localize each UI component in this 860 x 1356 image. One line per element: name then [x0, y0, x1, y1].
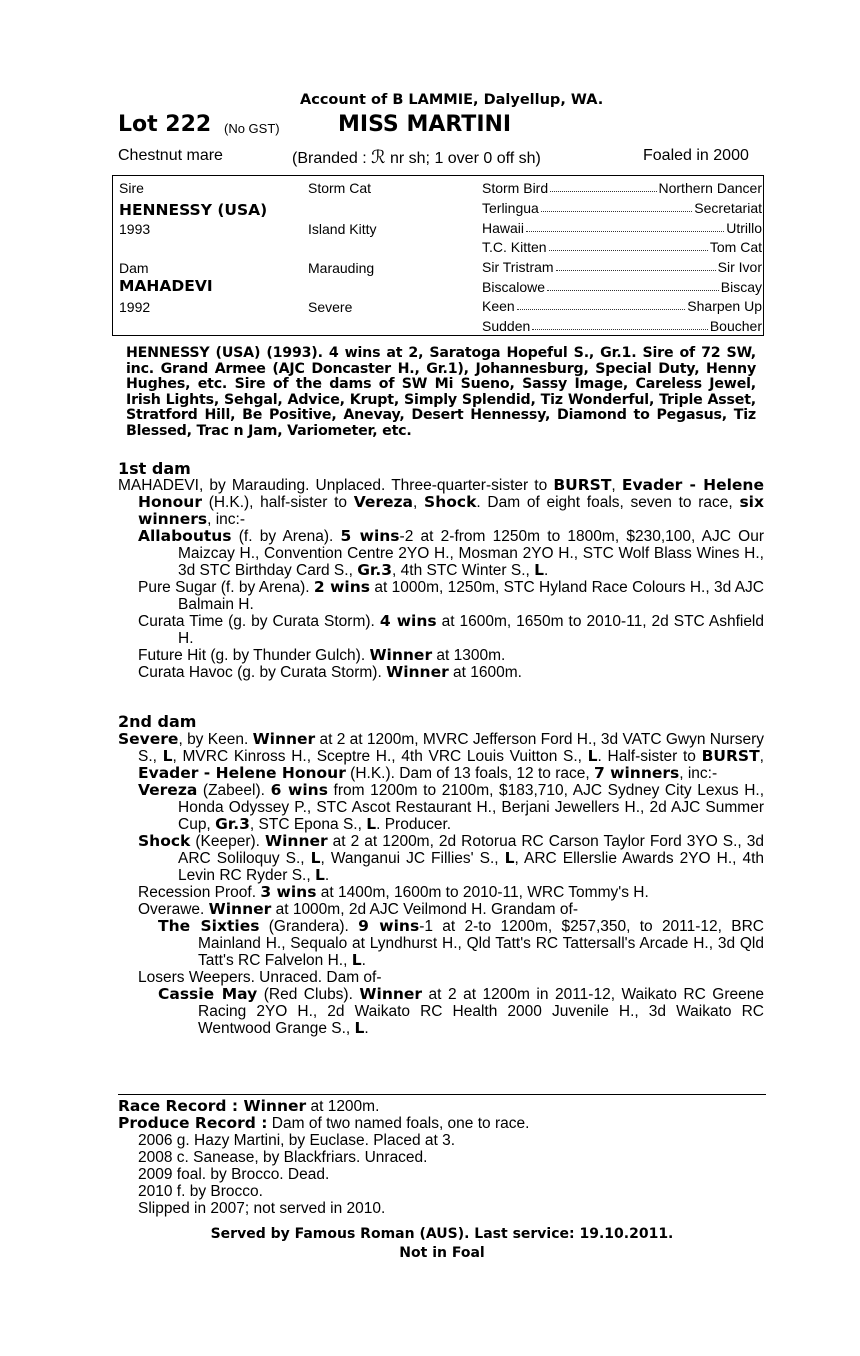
- second-dam-paragraph: Severe, by Keen. Winner at 2 at 1200m, MVRC Jefferson Ford H., 3d VATC Gwyn Nursery S., L, MVRC Kinross H., Sceptre H., 4th VRC Louis Vuitton S., L. Half-sister to BURST, Evader - Helene Honour (H.K.). Dam of 13 foals, 12 to race, 7 winners, inc:-: [118, 730, 764, 782]
- progeny-entry: Losers Weepers. Unraced. Dam of-: [138, 969, 382, 986]
- grand-progeny-entry: Cassie May (Red Clubs). Winner at 2 at 1200m in 2011-12, Waikato RC Greene Racing 2YO H., 2d Waikato RC Health 2000 Juvenile H., 3d Waikato RC Wentwood Grange S., L.: [158, 985, 764, 1037]
- produce-item: 2010 f. by Brocco.: [138, 1183, 263, 1200]
- horse-name: MISS MARTINI: [338, 112, 512, 137]
- sire-summary: HENNESSY (USA) (1993). 4 wins at 2, Saratoga Hopeful S., Gr.1. Sire of 72 SW, inc. Grand Armee (AJC Doncaster H., Gr.1), Johannesburg, Special Duty, Henny Hughes, etc. Sire of the dams of SW Mi Sueno, Sassy Image, Careless Jewel, Irish Lights, Sehgal, Advice, Krupt, Simply Splendid, Tiz Wonderful, Triple Asset, Stratford Hill, Be Positive, Anevay, Desert Hennessy, Diamond to Pegasus, Tiz Blessed, Trac n Jam, Variometer, etc.: [126, 345, 756, 439]
- served-by: Served by Famous Roman (AUS). Last service: 19.10.2011.: [210, 1226, 674, 1242]
- brand-info: [292, 147, 541, 168]
- account-line: Account of B LAMMIE, Dalyellup, WA.: [300, 92, 604, 108]
- produce-item: Slipped in 2007; not served in 2010.: [138, 1200, 386, 1217]
- foal-status: Not in Foal: [399, 1245, 485, 1261]
- brand-glyph-icon: ℛ: [371, 147, 386, 168]
- lot-number: Lot 222: [118, 112, 212, 137]
- divider: [118, 1094, 766, 1095]
- pedigree-table: [112, 175, 764, 336]
- first-dam-paragraph: MAHADEVI, by Marauding. Unplaced. Three-quarter-sister to BURST, Evader - Helene Honour (H.K.), half-sister to Vereza, Shock. Dam of eight foals, seven to race, six winners, inc:-: [118, 476, 764, 528]
- progeny-entry: Pure Sugar (f. by Arena). 2 wins at 1000m, 1250m, STC Hyland Race Colours H., 3d AJC Balmain H.: [138, 578, 764, 613]
- third-gen-row: T.C. Kitten Tom Cat: [482, 239, 762, 255]
- brand-prefix: (Branded :: [292, 150, 372, 167]
- second-dam-heading: 2nd dam: [118, 712, 197, 731]
- race-record-value: at 1200m.: [306, 1098, 380, 1115]
- sire-name: HENNESSY (USA): [119, 201, 268, 219]
- produce-record-value: Dam of two named foals, one to race.: [267, 1115, 530, 1132]
- third-gen-row: Biscalowe Biscay: [482, 279, 762, 295]
- progeny-entry: Curata Havoc (g. by Curata Storm). Winner at 1600m.: [138, 663, 522, 681]
- third-gen-row: Terlingua Secretariat: [482, 200, 762, 216]
- produce-record: [118, 1115, 764, 1132]
- progeny-entry: Overawe. Winner at 1000m, 2d AJC Veilmond H. Grandam of-: [138, 900, 578, 918]
- produce-item: 2006 g. Hazy Martini, by Euclase. Placed at 3.: [138, 1132, 456, 1149]
- sire-year: 1993: [119, 221, 151, 237]
- brand-suffix: nr sh; 1 over 0 off sh): [385, 150, 541, 167]
- foaled-year: Foaled in 2000: [643, 147, 749, 164]
- progeny-entry: Recession Proof. 3 wins at 1400m, 1600m to 2010-11, WRC Tommy's H.: [138, 883, 649, 901]
- race-record: [118, 1098, 764, 1115]
- third-gen-row: Storm Bird Northern Dancer: [482, 180, 762, 196]
- progeny-entry: Vereza (Zabeel). 6 wins from 1200m to 2100m, $183,710, AJC Sydney City Lexus H., Honda Odyssey P., STC Ascot Restaurant H., Berjani Jewellers H., 2d AJC Summer Cup, Gr.3, STC Epona S., L. Producer.: [138, 781, 765, 833]
- sex-color: Chestnut mare: [118, 147, 223, 164]
- granddam-dam: Severe: [308, 299, 353, 315]
- third-gen-row: Sir Tristram Sir Ivor: [482, 259, 762, 275]
- third-gen-row: Hawaii Utrillo: [482, 220, 762, 236]
- third-gen-row: Sudden Boucher: [482, 318, 762, 334]
- produce-item: 2008 c. Sanease, by Blackfriars. Unraced.: [138, 1149, 428, 1166]
- grandsire-dam: Marauding: [308, 260, 375, 276]
- progeny-entry: Shock (Keeper). Winner at 2 at 1200m, 2d Rotorua RC Carson Taylor Ford 3YO S., 3d ARC Soliloquy S., L, Wanganui JC Fillies' S., L, ARC Ellerslie Awards 2YO H., 4th Levin RC Ryder S., L.: [138, 832, 764, 884]
- grand-progeny-entry: The Sixties (Grandera). 9 wins-1 at 2-to 1200m, $257,350, to 2011-12, BRC Mainland H., Sequalo at Lyndhurst H., Qld Tatt's RC Tattersall's Arcade H., 3d Qld Tatt's RC Falvelon H., L.: [158, 917, 764, 969]
- gst-note: (No GST): [224, 121, 280, 136]
- first-dam-section: [118, 477, 764, 681]
- progeny-entry: Curata Time (g. by Curata Storm). 4 wins at 1600m, 1650m to 2010-11, 2d STC Ashfield H.: [138, 612, 765, 647]
- produce-record-label: Produce Record :: [118, 1114, 268, 1132]
- grandsire-sire: Storm Cat: [308, 180, 372, 196]
- race-record-label: Race Record : Winner: [118, 1097, 307, 1115]
- second-dam-section: [118, 731, 764, 1037]
- first-dam-heading: 1st dam: [118, 459, 191, 478]
- produce-item: 2009 foal. by Brocco. Dead.: [138, 1166, 330, 1183]
- records-section: [118, 1098, 764, 1217]
- dam-name: MAHADEVI: [119, 277, 213, 295]
- dam-year: 1992: [119, 299, 151, 315]
- progeny-entry: Future Hit (g. by Thunder Gulch). Winner at 1300m.: [138, 646, 506, 664]
- dam-label: Dam: [119, 260, 149, 276]
- granddam-sire: Island Kitty: [308, 221, 377, 237]
- sire-label: Sire: [119, 180, 144, 196]
- third-gen-row: Keen Sharpen Up: [482, 298, 762, 314]
- progeny-entry: Allaboutus (f. by Arena). 5 wins-2 at 2-from 1250m to 1800m, $230,100, AJC Our Maizcay H., Convention Centre 2YO H., Mosman 2YO H., STC Wolf Blass Wines H., 3d STC Birthday Card S., Gr.3, 4th STC Winter S., L.: [138, 527, 765, 579]
